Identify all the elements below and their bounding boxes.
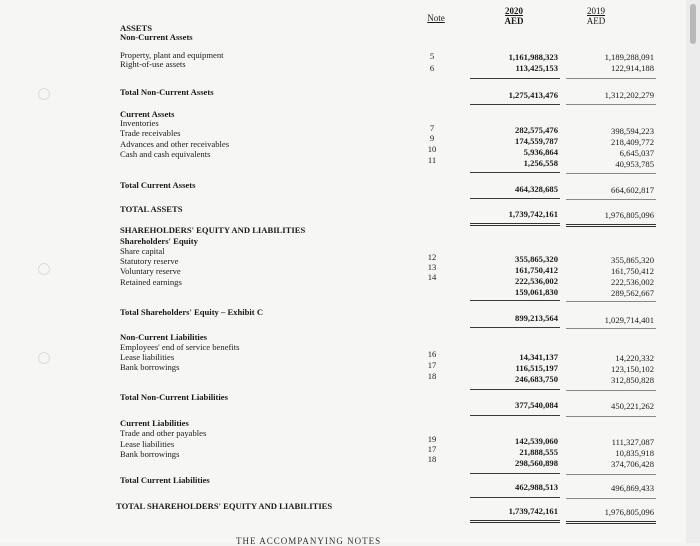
- advances-note: 10: [427, 144, 437, 154]
- lease-nc-label: Lease liabilities: [120, 352, 175, 362]
- cash-note: 11: [427, 155, 437, 165]
- punch-hole-mark: [38, 88, 50, 100]
- advances-2020: 5,936,864: [523, 147, 558, 157]
- lease-c-note: 17: [427, 444, 437, 454]
- trade-payables-2020: 142,539,060: [515, 436, 558, 446]
- ppe-2019: 1,189,288,091: [604, 52, 654, 62]
- voluntary-reserve-2019: 222,536,002: [611, 277, 654, 287]
- rule: [566, 390, 656, 391]
- retained-earnings-2020: 159,061,830: [515, 287, 558, 297]
- total-assets-2020: 1,739,742,161: [508, 209, 558, 219]
- trade-receivables-label: Trade receivables: [120, 128, 181, 138]
- currency-2019-header: AED: [586, 16, 606, 26]
- ppe-label: Property, plant and equipment: [120, 50, 224, 60]
- total-ncl-2019: 450,221,262: [611, 401, 654, 411]
- rou-2020: 113,425,153: [515, 63, 558, 73]
- lease-nc-2019: 123,150,102: [611, 364, 654, 374]
- rule: [566, 301, 656, 302]
- bank-nc-note: 18: [427, 371, 437, 381]
- rou-2019: 122,914,188: [611, 63, 654, 73]
- total-ca-label: Total Current Assets: [120, 180, 196, 190]
- total-eq-liab-2020: 1,739,742,161: [508, 506, 558, 516]
- punch-hole-mark: [38, 352, 50, 364]
- total-ncl-2020: 377,540,084: [515, 400, 558, 410]
- trade-payables-note: 19: [427, 434, 437, 444]
- total-assets-2019: 1,976,805,096: [604, 210, 654, 220]
- non-current-assets-heading: Non-Current Assets: [120, 32, 193, 42]
- trade-receivables-note: 9: [429, 133, 435, 143]
- advances-2019: 6,645,037: [619, 148, 654, 158]
- inventories-label: Inventories: [120, 118, 159, 128]
- rule: [470, 389, 560, 390]
- rule: [566, 328, 656, 329]
- double-rule: [470, 520, 560, 523]
- statutory-reserve-2020: 161,750,412: [515, 265, 558, 275]
- rule: [470, 415, 560, 416]
- rule: [470, 327, 560, 328]
- bank-nc-2019: 312,850,828: [611, 375, 654, 385]
- retained-earnings-2019: 289,562,667: [611, 288, 654, 298]
- rou-note: 6: [429, 63, 435, 73]
- bank-nc-2020: 246,683,750: [515, 374, 558, 384]
- cl-heading: Current Liabilities: [120, 418, 189, 428]
- double-rule: [566, 521, 656, 524]
- sh-equity-heading: Shareholders' Equity: [120, 236, 198, 246]
- punch-hole-mark: [38, 263, 50, 275]
- trade-payables-label: Trade and other payables: [120, 428, 207, 438]
- total-sh-equity-2019: 1,029,714,401: [604, 315, 654, 325]
- statutory-reserve-note: 13: [427, 262, 437, 272]
- bank-c-note: 18: [427, 454, 437, 464]
- bank-nc-label: Bank borrowings: [120, 362, 180, 372]
- rule: [566, 173, 656, 174]
- total-ca-2019: 664,602,817: [611, 185, 654, 195]
- inventories-note: 7: [429, 123, 435, 133]
- total-cl-2019: 496,869,433: [611, 483, 654, 493]
- year-2019-header: 2019: [587, 6, 605, 16]
- rule: [470, 104, 560, 105]
- bank-c-2019: 374,706,428: [611, 459, 654, 469]
- total-nca-label: Total Non-Current Assets: [120, 87, 214, 97]
- total-nca-2020: 1,275,413,476: [508, 90, 558, 100]
- total-cl-2020: 462,988,513: [515, 482, 558, 492]
- share-capital-note: 12: [427, 252, 437, 262]
- year-2020-header: 2020: [505, 6, 523, 16]
- double-rule: [470, 223, 560, 226]
- assets-heading: ASSETS: [120, 23, 153, 33]
- trade-receivables-2019: 218,409,772: [611, 137, 654, 147]
- note-column-header: Note: [427, 13, 445, 23]
- ppe-2020: 1,161,988,323: [508, 52, 558, 62]
- rule: [470, 300, 560, 301]
- ppe-note: 5: [429, 51, 435, 61]
- voluntary-reserve-label: Voluntary reserve: [120, 266, 181, 276]
- rule: [566, 78, 656, 79]
- rou-label: Right-of-use assets: [120, 59, 186, 69]
- statutory-reserve-label: Statutory reserve: [120, 256, 179, 266]
- total-sh-equity-2020: 899,213,564: [515, 313, 558, 323]
- inventories-2019: 398,594,223: [611, 126, 654, 136]
- total-assets-label: TOTAL ASSETS: [120, 204, 183, 214]
- footer-fragment: THE ACCOMPANYING NOTES: [236, 536, 382, 546]
- rule: [470, 198, 560, 199]
- eosb-note: 16: [427, 349, 437, 359]
- total-sh-equity-label: Total Shareholders' Equity – Exhibit C: [120, 307, 264, 317]
- trade-receivables-2020: 174,559,787: [515, 136, 558, 146]
- total-ca-2020: 464,328,685: [515, 184, 558, 194]
- currency-2020-header: AED: [504, 16, 524, 26]
- rule: [470, 473, 560, 474]
- ncl-heading: Non-Current Liabilities: [120, 332, 207, 342]
- eosb-2019: 14,220,332: [615, 353, 654, 363]
- voluntary-reserve-2020: 222,536,002: [515, 276, 558, 286]
- rule: [566, 104, 656, 105]
- share-capital-2019: 355,865,320: [611, 255, 654, 265]
- rule: [566, 474, 656, 475]
- eosb-2020: 14,341,137: [519, 352, 558, 362]
- statutory-reserve-2019: 161,750,412: [611, 266, 654, 276]
- scrollbar-thumb[interactable]: [690, 4, 696, 44]
- current-assets-heading: Current Assets: [120, 109, 175, 119]
- inventories-2020: 282,575,476: [515, 125, 558, 135]
- total-nca-2019: 1,312,202,279: [604, 90, 654, 100]
- voluntary-reserve-note: 14: [427, 272, 437, 282]
- bank-c-label: Bank borrowings: [120, 449, 180, 459]
- rule: [470, 78, 560, 79]
- rule: [470, 497, 560, 498]
- rule: [566, 416, 656, 417]
- rule: [566, 199, 656, 200]
- bank-c-2020: 298,560,898: [515, 458, 558, 468]
- double-rule: [566, 224, 656, 227]
- cash-2020: 1,256,558: [523, 158, 558, 168]
- retained-earnings-label: Retained earnings: [120, 277, 182, 287]
- total-cl-label: Total Current Liabilities: [120, 475, 210, 485]
- eosb-label: Employees' end of service benefits: [120, 342, 240, 352]
- sh-eq-liab-heading: SHAREHOLDERS' EQUITY AND LIABILITIES: [120, 225, 306, 235]
- lease-c-label: Lease liabilities: [120, 439, 175, 449]
- lease-nc-note: 17: [427, 360, 437, 370]
- total-eq-liab-label: TOTAL SHAREHOLDERS' EQUITY AND LIABILITIES: [116, 501, 333, 511]
- rule: [470, 172, 560, 173]
- rule: [566, 498, 656, 499]
- cash-2019: 40,953,785: [615, 159, 654, 169]
- total-eq-liab-2019: 1,976,805,096: [604, 507, 654, 517]
- advances-label: Advances and other receivables: [120, 139, 230, 149]
- share-capital-label: Share capital: [120, 246, 165, 256]
- lease-c-2020: 21,888,555: [519, 447, 558, 457]
- share-capital-2020: 355,865,320: [515, 254, 558, 264]
- total-ncl-label: Total Non-Current Liabilities: [120, 392, 228, 402]
- lease-nc-2020: 116,515,197: [515, 363, 558, 373]
- vertical-scrollbar[interactable]: [686, 0, 700, 543]
- cash-label: Cash and cash equivalents: [120, 149, 211, 159]
- lease-c-2019: 10,835,918: [615, 448, 654, 458]
- trade-payables-2019: 111,327,087: [611, 437, 654, 447]
